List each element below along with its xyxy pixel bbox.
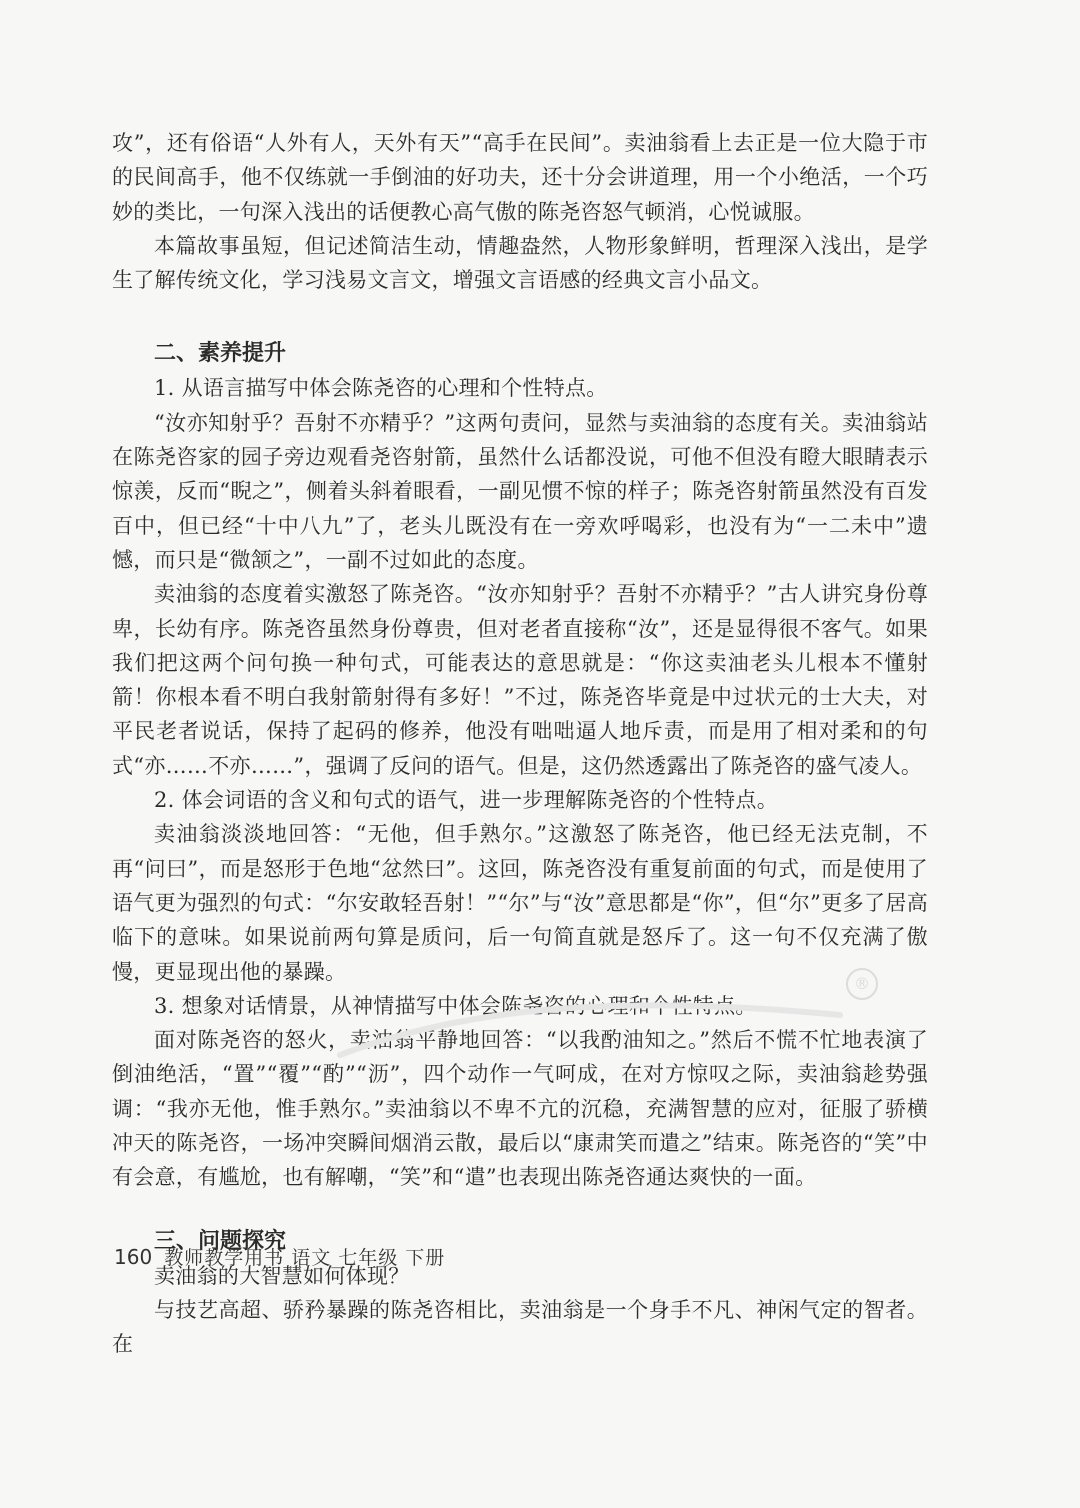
- question-paragraph-1: 与技艺高超、骄矜暴躁的陈尧咨相比，卖油翁是一个身手不凡、神闲气定的智者。在: [112, 1297, 928, 1357]
- section-heading-3: 三、问题探究: [154, 1228, 287, 1254]
- page-number: 160: [114, 1245, 153, 1269]
- intro-paragraph-1: 攻”，还有俗语“人外有人，天外有天”“高手在民间”。卖油翁看上去正是一位大隐于市的民间高手，他不仅练就一手倒油的好功夫，还十分会讲道理，用一个小绝活，一个巧妙的类比，一句深入浅出的话便教心高气傲的陈尧咨怒气顿消，心悦诚服。: [112, 131, 928, 224]
- item-3-title: 3. 想象对话情景，从神情描写中体会陈尧咨的心理和个性特点。: [154, 993, 757, 1018]
- intro-paragraph-2: 本篇故事虽短，但记述简洁生动，情趣盎然，人物形象鲜明，哲理深入浅出，是学生了解传统文化，学习浅易文言文，增强文言语感的经典文言小品文。: [112, 233, 928, 293]
- page-content: [112, 126, 928, 1362]
- item-2-paragraph-1: 卖油翁淡淡地回答：“无他，但手熟尔。”这激怒了陈尧咨，他已经无法克制，不再“问曰”，而是怒形于色地“忿然曰”。这回，陈尧咨没有重复前面的句式，而是使用了语气更为强烈的句式：“尔安敢轻吾射！”“尔”与“汝”意思都是“你”，但“尔”更多了居高临下的意味。如果说前两句算是质问，后一句简直就是怒斥了。这一句不仅充满了傲慢，更显现出他的暴躁。: [112, 822, 928, 984]
- item-1-paragraph-1: “汝亦知射乎？吾射不亦精乎？”这两句责问，显然与卖油翁的态度有关。卖油翁站在陈尧咨家的园子旁边观看尧咨射箭，虽然什么话都没说，可他不但没有瞪大眼睛表示惊羡，反而“睨之”，侧着头斜着眼看，一副见惯不惊的样子；陈尧咨射箭虽然没有百发百中，但已经“十中八九”了，老头儿既没有在一旁欢呼喝彩，也没有为“一二未中”遗憾，而只是“微颔之”，一副不过如此的态度。: [112, 410, 928, 572]
- item-2-title: 2. 体会词语的含义和句式的语气，进一步理解陈尧咨的个性特点。: [154, 788, 779, 813]
- question-title: 卖油翁的大智慧如何体现？: [154, 1263, 410, 1288]
- registered-mark-icon: ®: [846, 968, 878, 1000]
- book-title: 教师教学用书 语文 七年级 下册: [164, 1247, 446, 1269]
- item-1-paragraph-2: 卖油翁的态度着实激怒了陈尧咨。“汝亦知射乎？吾射不亦精乎？”古人讲究身份尊卑，长幼有序。陈尧咨虽然身份尊贵，但对老者直接称“汝”，还是显得很不客气。如果我们把这两个问句换一种句式，可能表达的意思就是：“你这卖油老头儿根本不懂射箭！你根本看不明白我射箭射得有多好！”不过，陈尧咨毕竟是中过状元的士大夫，对平民老者说话，保持了起码的修养，他没有咄咄逼人地斥责，而是用了相对柔和的句式“亦……不亦……”，强调了反问的语气。但是，这仍然透露出了陈尧咨的盛气凌人。: [112, 582, 928, 778]
- section-heading-2: 二、素养提升: [154, 341, 287, 367]
- item-1-title: 1. 从语言描写中体会陈尧咨的心理和个性特点。: [154, 376, 608, 401]
- item-3-paragraph-1: 面对陈尧咨的怒火，卖油翁平静地回答：“以我酌油知之。”然后不慌不忙地表演了倒油绝活，“置”“覆”“酌”“沥”，四个动作一气呵成，在对方惊叹之际，卖油翁趁势强调：“我亦无他，惟手熟尔。”卖油翁以不卑不亢的沉稳，充满智慧的应对，征服了骄横冲天的陈尧咨，一场冲突瞬间烟消云散，最后以“康肃笑而遣之”结束。陈尧咨的“笑”中有会意，有尴尬，也有解嘲，“笑”和“遣”也表现出陈尧咨通达爽快的一面。: [112, 1028, 928, 1190]
- page-footer: [114, 1243, 445, 1270]
